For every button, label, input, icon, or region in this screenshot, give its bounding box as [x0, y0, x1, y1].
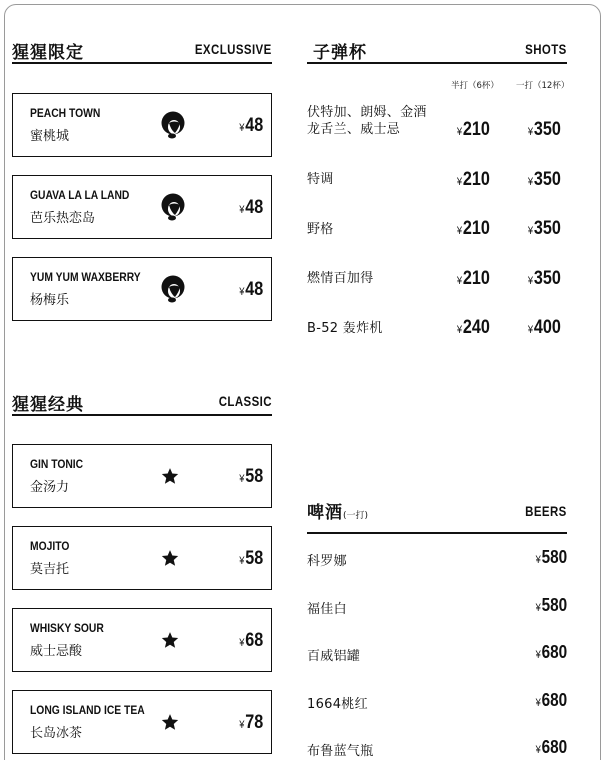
menu-card-gin-tonic: [12, 444, 272, 508]
star-icon: [161, 549, 179, 567]
shot-name-line: 特调: [307, 172, 334, 187]
item-name-en: PEACH TOWN: [30, 106, 101, 120]
shot-price-half: ¥240: [456, 317, 490, 338]
menu-card-yum-yum-waxberry: [12, 257, 272, 321]
item-price: ¥78: [238, 712, 263, 733]
afro-portrait-icon: [159, 193, 187, 221]
item-name-zh: 威士忌酸: [30, 644, 83, 659]
beer-price: ¥580: [535, 547, 567, 567]
item-price: ¥48: [238, 279, 263, 300]
afro-portrait-icon: [159, 275, 187, 303]
item-name-zh: 金汤力: [30, 480, 70, 495]
star-icon: [161, 713, 179, 731]
item-price: ¥48: [238, 115, 263, 136]
shot-price-half: ¥210: [456, 218, 490, 239]
shot-price-half: ¥210: [456, 169, 490, 190]
beers-title-subtitle: (一打): [343, 511, 369, 521]
star-icon: [161, 467, 179, 485]
shot-name-line: B-52 轰炸机: [307, 321, 383, 336]
exclusive-header: [12, 38, 272, 64]
shot-price-dozen: ¥350: [527, 119, 561, 140]
beers-title-en: BEERS: [525, 503, 567, 519]
beer-price: ¥580: [535, 595, 567, 615]
column-header-dozen: 一打（12杯）: [516, 81, 570, 91]
star-icon: [161, 631, 179, 649]
column-header-half-dozen: 半打（6杯）: [451, 81, 499, 91]
item-name-en: WHISKY SOUR: [30, 621, 104, 635]
afro-portrait-icon: [159, 111, 187, 139]
shots-title-en: SHOTS: [525, 41, 567, 57]
beers-title-zh: 啤酒(一打): [307, 503, 369, 523]
item-price: ¥48: [238, 197, 263, 218]
beer-name: 1664桃红: [307, 697, 368, 712]
item-name-en: MOJITO: [30, 539, 70, 553]
item-name-zh: 杨梅乐: [30, 293, 70, 308]
item-name-zh: 芭乐热恋岛: [30, 211, 96, 226]
beers-header: [307, 498, 567, 534]
item-name-en: GUAVA LA LA LAND: [30, 188, 130, 202]
item-price: ¥58: [238, 548, 263, 569]
exclusive-title-en: EXCLUSSIVE: [195, 41, 272, 57]
shot-price-dozen: ¥350: [527, 218, 561, 239]
menu-card-whisky-sour: [12, 608, 272, 672]
beer-name: 福佳白: [307, 602, 347, 617]
shots-title-zh: 子弹杯: [313, 43, 367, 63]
menu-card-long-island-ice-tea: [12, 690, 272, 754]
item-price: ¥58: [238, 466, 263, 487]
beer-name: 百威铝罐: [307, 649, 361, 664]
item-name-zh: 莫吉托: [30, 562, 70, 577]
menu-card-guava-la-la-land: [12, 175, 272, 239]
exclusive-title-zh: 猩猩限定: [12, 43, 84, 63]
shot-price-dozen: ¥400: [527, 317, 561, 338]
shot-name-line: 野格: [307, 222, 334, 237]
shot-name-line: 伏特加、朗姆、金酒: [307, 105, 427, 120]
shots-header: [307, 38, 567, 64]
item-price: ¥68: [238, 630, 263, 651]
item-name-en: GIN TONIC: [30, 457, 84, 471]
item-name-zh: 蜜桃城: [30, 129, 70, 144]
beer-price: ¥680: [535, 642, 567, 662]
shot-name-line: 龙舌兰、威士忌: [307, 122, 401, 137]
classic-title-zh: 猩猩经典: [12, 395, 84, 415]
shot-price-dozen: ¥350: [527, 169, 561, 190]
shot-price-half: ¥210: [456, 119, 490, 140]
shot-price-half: ¥210: [456, 268, 490, 289]
beer-name: 科罗娜: [307, 554, 347, 569]
classic-title-en: CLASSIC: [218, 393, 272, 409]
beer-price: ¥680: [535, 737, 567, 757]
beer-price: ¥680: [535, 690, 567, 710]
item-name-en: LONG ISLAND ICE TEA: [30, 703, 145, 717]
menu-card-peach-town: [12, 93, 272, 157]
item-name-zh: 长岛冰茶: [30, 726, 83, 741]
shot-price-dozen: ¥350: [527, 268, 561, 289]
shot-name-line: 燃情百加得: [307, 271, 374, 286]
item-name-en: YUM YUM WAXBERRY: [30, 270, 141, 284]
menu-card-mojito: [12, 526, 272, 590]
beer-name: 布鲁蓝气瓶: [307, 744, 374, 759]
classic-header: [12, 390, 272, 416]
